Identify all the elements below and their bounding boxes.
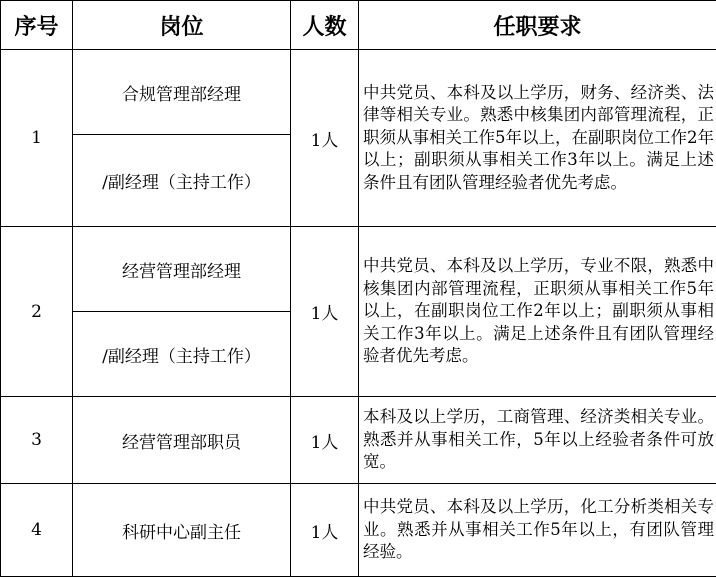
table-row [1,227,716,312]
table-header-row [1,1,716,50]
position-cell: /副经理（主持工作） [73,135,291,227]
count-cell: 1人 [291,50,359,227]
header-position: 岗位 [73,1,291,50]
requirements-cell: 中共党员、本科及以上学历，财务、经济类、法律等相关专业。熟悉中核集团内部管理流程，正职须从事相关工作5年以上，在副职岗位工作2年以上；副职须从事相关工作3年以上。满足上述条件且有团队管理经验者优先考虑。 [359,50,716,227]
table-row [1,484,716,577]
table-row [1,50,716,135]
position-cell: 科研中心副主任 [73,484,291,577]
requirements-cell: 中共党员、本科及以上学历，专业不限，熟悉中核集团内部管理流程，正职须从事相关工作5年以上，在副职岗位工作2年以上；副职须从事相关工作3年以上。满足上述条件且有团队管理经验者优先考虑。 [359,227,716,397]
table-row [1,397,716,484]
row-number: 3 [1,397,73,484]
header-count: 人数 [291,1,359,50]
header-requirements: 任职要求 [359,1,716,50]
count-cell: 1人 [291,484,359,577]
requirements-cell: 本科及以上学历，工商管理、经济类相关专业。熟悉并从事相关工作，5年以上经验者条件可放宽。 [359,397,716,484]
row-number: 1 [1,50,73,227]
header-no: 序号 [1,1,73,50]
position-cell: 经营管理部职员 [73,397,291,484]
row-number: 2 [1,227,73,397]
requirements-cell: 中共党员、本科及以上学历，化工分析类相关专业。熟悉并从事相关工作5年以上，有团队管理经验。 [359,484,716,577]
position-cell: /副经理（主持工作） [73,312,291,397]
position-cell: 合规管理部经理 [73,50,291,135]
count-cell: 1人 [291,397,359,484]
row-number: 4 [1,484,73,577]
position-cell: 经营管理部经理 [73,227,291,312]
count-cell: 1人 [291,227,359,397]
